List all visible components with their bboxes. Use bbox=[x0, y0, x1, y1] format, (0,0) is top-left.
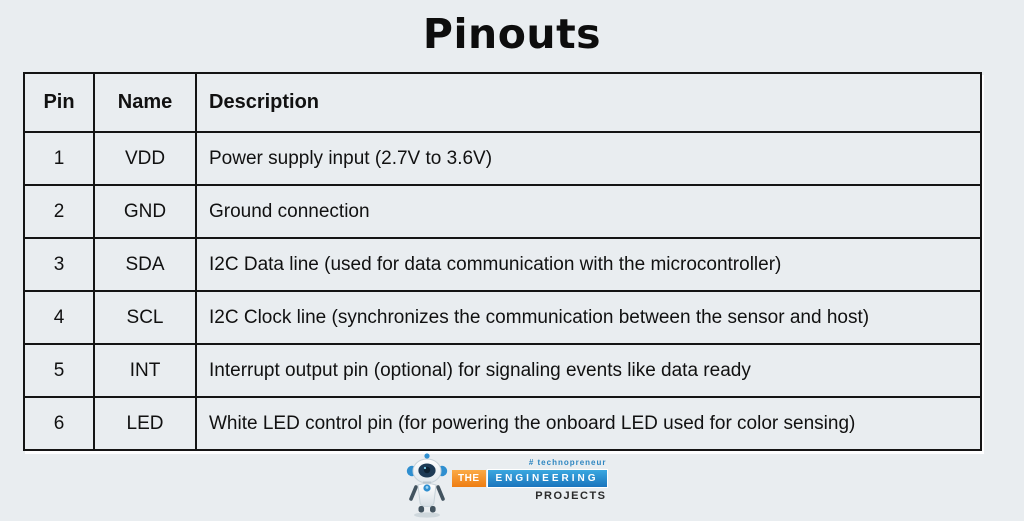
name-cell: SCL bbox=[94, 291, 196, 344]
logo-wordmark bbox=[452, 470, 607, 487]
logo-tagline: # technopreneur bbox=[528, 458, 607, 467]
robot-mascot-icon bbox=[403, 451, 451, 519]
name-cell: VDD bbox=[94, 132, 196, 185]
header-pin: Pin bbox=[24, 73, 94, 132]
name-cell: LED bbox=[94, 397, 196, 450]
table-row bbox=[24, 185, 981, 238]
table-row bbox=[24, 397, 981, 450]
name-cell: GND bbox=[94, 185, 196, 238]
logo-text-block bbox=[452, 451, 607, 502]
description-cell: White LED control pin (for powering the onboard LED used for color sensing) bbox=[196, 397, 981, 450]
description-cell: Power supply input (2.7V to 3.6V) bbox=[196, 132, 981, 185]
description-cell: Interrupt output pin (optional) for signaling events like data ready bbox=[196, 344, 981, 397]
name-cell: SDA bbox=[94, 238, 196, 291]
header-name: Name bbox=[94, 73, 196, 132]
pin-cell: 2 bbox=[24, 185, 94, 238]
pin-cell: 4 bbox=[24, 291, 94, 344]
logo-word-engineering: ENGINEERING bbox=[488, 470, 607, 487]
pin-cell: 5 bbox=[24, 344, 94, 397]
brand-logo bbox=[403, 451, 607, 519]
table-row bbox=[24, 238, 981, 291]
description-cell: I2C Clock line (synchronizes the communication between the sensor and host) bbox=[196, 291, 981, 344]
pin-cell: 3 bbox=[24, 238, 94, 291]
pinout-table bbox=[23, 72, 982, 451]
table-row bbox=[24, 132, 981, 185]
logo-word-the: THE bbox=[452, 470, 486, 487]
description-cell: Ground connection bbox=[196, 185, 981, 238]
header-description: Description bbox=[196, 73, 981, 132]
pin-cell: 6 bbox=[24, 397, 94, 450]
table-row bbox=[24, 291, 981, 344]
name-cell: INT bbox=[94, 344, 196, 397]
table-row bbox=[24, 344, 981, 397]
pin-cell: 1 bbox=[24, 132, 94, 185]
description-cell: I2C Data line (used for data communication with the microcontroller) bbox=[196, 238, 981, 291]
table-header-row bbox=[24, 73, 981, 132]
page-title: Pinouts bbox=[422, 10, 602, 58]
logo-word-projects: PROJECTS bbox=[535, 490, 607, 502]
